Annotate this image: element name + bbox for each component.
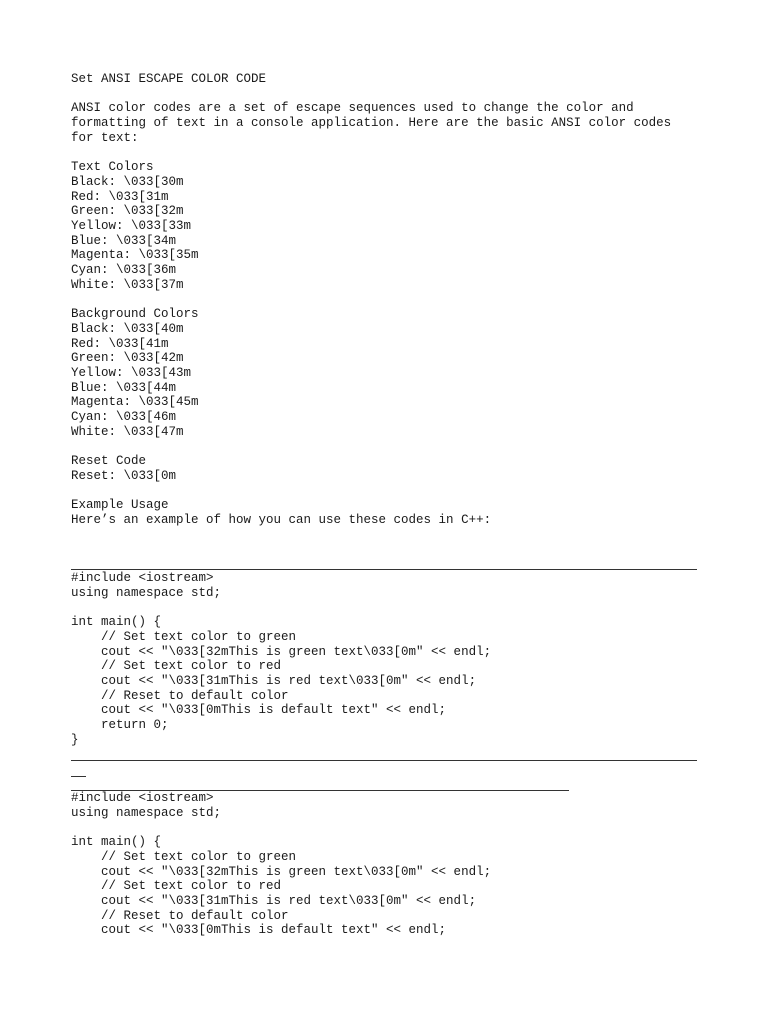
code-block-top-rule	[71, 569, 697, 570]
code-block-1: #include <iostream> using namespace std; int main() { // Set text color to green cout << "\033[32mThis is green text\033[0m" << endl; // Set text color to red cout << "\033[31mThis is red text\033[0m" << endl; // Reset to default color cout << "\033[0mThis is default text" << endl; return 0; }	[71, 571, 492, 747]
separator-dash	[71, 776, 86, 777]
code-block-separator-rule	[71, 760, 697, 761]
code-block-2: #include <iostream> using namespace std; int main() { // Set text color to green cout << "\033[32mThis is green text\033[0m" << endl; // Set text color to red cout << "\033[31mThis is red text\033[0m" << endl; // Reset to default color cout << "\033[0mThis is default text" << endl;	[71, 791, 492, 938]
document-intro-text: Set ANSI ESCAPE COLOR CODE ANSI color codes are a set of escape sequences used to change the color and formatting of text in a console application. Here are the basic ANSI color codes for text: Text Colors Black: \033[30m Red: \033[31m Green: \033[32m Yellow: \033[33m Blue: \033[34m Magenta: \033[35m Cyan: \033[36m White: \033[37m Background Colors Black: \033[40m Red: \033[41m Green: \033[42m Yellow: \033[43m Blue: \033[44m Magenta: \033[45m Cyan: \033[46m White: \033[47m Reset Code Reset: \033[0m Example Usage Here’s an example of how you can use these codes in C++:	[71, 72, 672, 528]
